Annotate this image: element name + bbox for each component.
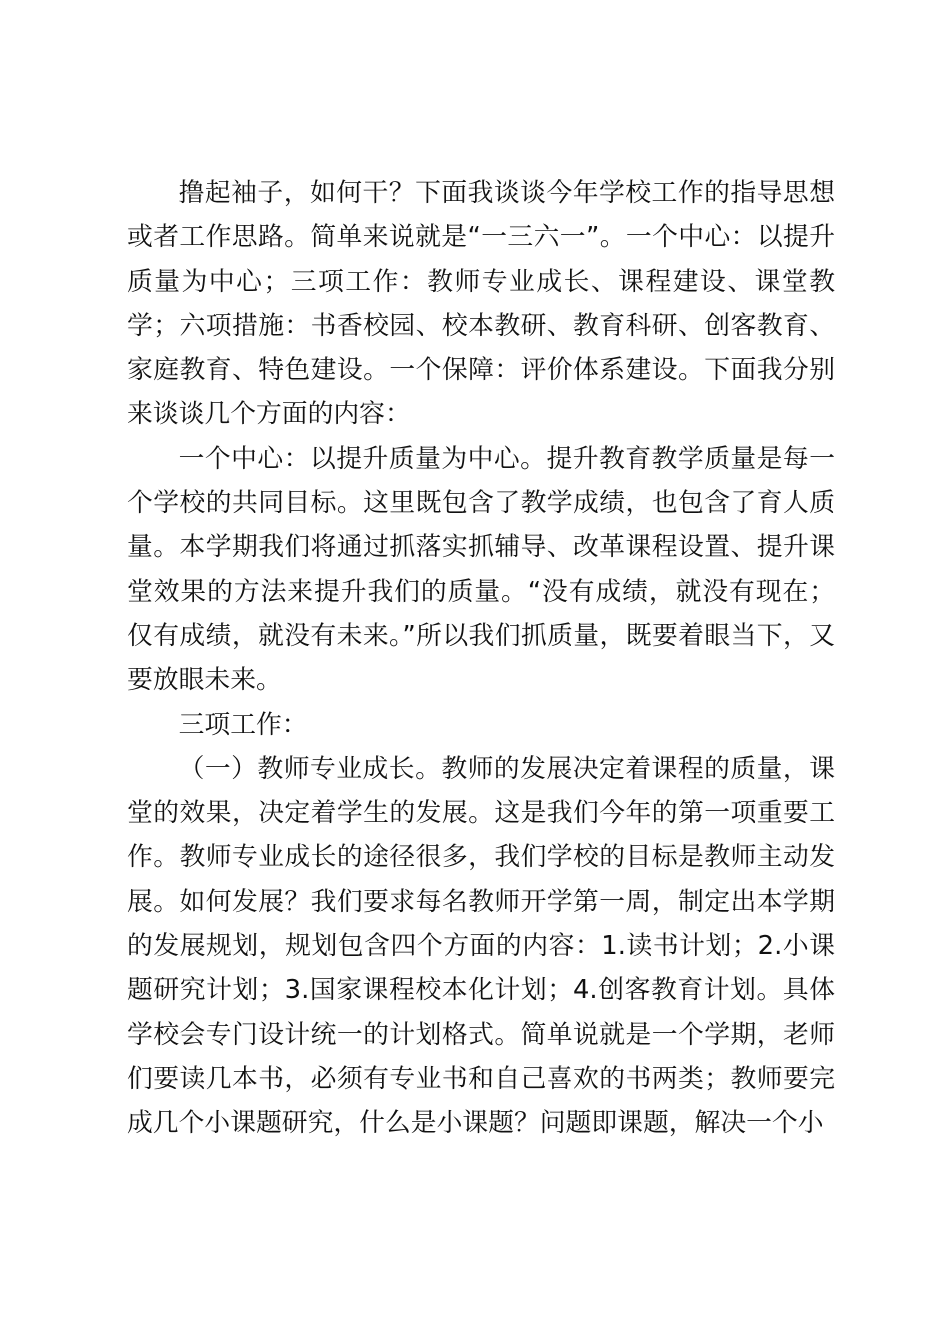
paragraph-teacher-growth: （一）教师专业成长。教师的发展决定着课程的质量，课堂的效果，决定着学生的发展。这是我们今年的第一项重要工作。教师专业成长的途径很多，我们学校的目标是教师主动发展。如何发展？我们要求每名教师开学第一周，制定出本学期的发展规划，规划包含四个方面的内容：1.读书计划；2.小课题研究计划；3.国家课程校本化计划；4.创客教育计划。具体学校会专门设计统一的计划格式。简单说就是一个学期，老师们要读几本书，必须有专业书和自己喜欢的书两类；教师要完成几个小课题研究，什么是小课题？问题即课题，解决一个小 xyxy=(127,753,835,1139)
paragraph-work-approach: 撸起袖子，如何干？下面我谈谈今年学校工作的指导思想或者工作思路。简单来说就是“一三六一”。一个中心：以提升质量为中心；三项工作：教师专业成长、课程建设、课堂教学；六项措施：书香校园、校本教研、教育科研、创客教育、家庭教育、特色建设。一个保障：评价体系建设。下面我分别来谈谈几个方面的内容： xyxy=(127,178,835,430)
paragraph-one-center: 一个中心：以提升质量为中心。提升教育教学质量是每一个学校的共同目标。这里既包含了教学成绩，也包含了育人质量。本学期我们将通过抓落实抓辅导、改革课程设置、提升课堂效果的方法来提升我们的质量。“没有成绩，就没有现在；仅有成绩，就没有未来。”所以我们抓质量，既要着眼当下，又要放眼未来。 xyxy=(127,443,835,696)
paragraph-three-tasks-heading: 三项工作： xyxy=(178,709,308,740)
document-body xyxy=(127,171,835,1146)
